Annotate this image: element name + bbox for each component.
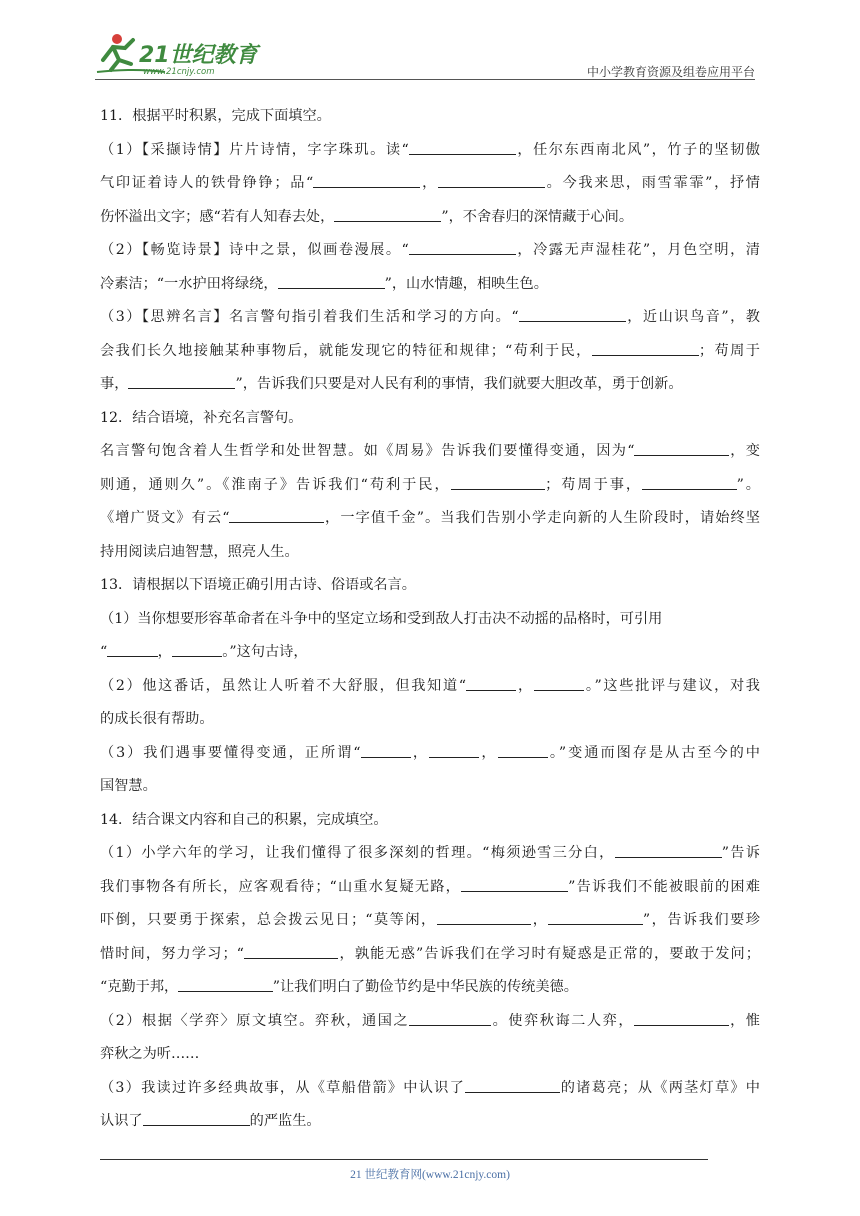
page-header	[95, 30, 755, 78]
answer-blank[interactable]	[642, 474, 737, 490]
answer-blank[interactable]	[178, 976, 273, 992]
answer-blank[interactable]	[313, 172, 420, 188]
text-line: 弈秋之为听……	[100, 1046, 200, 1062]
answer-blank[interactable]	[592, 340, 699, 356]
text-line: （3）【思辨名言】名言警句指引着我们生活和学习的方向。“ ，近山识鸟音”，教	[100, 301, 760, 335]
text-line: 名言警句饱含着人生哲学和处世智慧。如《周易》告诉我们要懂得变通，因为“ ，变	[100, 435, 760, 469]
text-line: 冷素洁；“一水护田将绿绕， ”，山水情趣，相映生色。	[100, 268, 760, 302]
site-logo	[95, 30, 265, 78]
answer-blank[interactable]	[244, 943, 339, 959]
text-line: 国智慧。	[100, 778, 157, 794]
answer-blank[interactable]	[519, 306, 626, 322]
text-line: “克勤于邦， ”让我们明白了勤俭节约是中华民族的传统美德。	[100, 971, 760, 1005]
answer-blank[interactable]	[465, 1077, 560, 1093]
header-divider	[95, 79, 755, 80]
text-line: （2）根据〈学弈〉原文填空。弈秋，通国之 。使弈秋诲二人弈， ，惟	[100, 1005, 760, 1039]
text-line: “ ， 。”这句古诗，	[100, 636, 760, 670]
answer-blank[interactable]	[437, 909, 532, 925]
text-line: 气印证着诗人的铁骨铮铮；品“ ， 。今我来思，雨雪霏霏”，抒情	[100, 167, 760, 201]
text-line: 认识了 的严监生。	[100, 1105, 760, 1139]
text-line: 13．请根据以下语境正确引用古诗、俗语或名言。	[100, 577, 416, 593]
answer-blank[interactable]	[128, 373, 235, 389]
text-line: 会我们长久地接触某种事物后，就能发现它的特征和规律；“苟利于民， ；苟周于	[100, 335, 760, 369]
answer-blank[interactable]	[278, 273, 385, 289]
answer-blank[interactable]	[461, 876, 568, 892]
text-line: 11．根据平时积累，完成下面填空。	[100, 108, 331, 124]
text-line: 的成长很有帮助。	[100, 711, 214, 727]
footer-divider	[100, 1159, 708, 1160]
answer-blank[interactable]	[438, 172, 545, 188]
answer-blank[interactable]	[172, 641, 222, 657]
text-line: 则通，通则久”。《淮南子》告诉我们“苟利于民， ；苟周于事， ”。	[100, 469, 760, 503]
text-line: （2）【畅览诗景】诗中之景，似画卷漫展。“ ，冷露无声湿桂花”，月色空明，清	[100, 234, 760, 268]
answer-blank[interactable]	[334, 206, 441, 222]
text-line: 伤怀溢出文字；感“若有人知春去处， ”，不舍春归的深情藏于心间。	[100, 201, 760, 235]
answer-blank[interactable]	[143, 1110, 250, 1126]
answer-blank[interactable]	[429, 742, 479, 758]
text-line: 我们事物各有所长，应客观看待；“山重水复疑无路， ”告诉我们不能被眼前的困难	[100, 871, 760, 905]
answer-blank[interactable]	[534, 675, 584, 691]
logo-url: www.21cnjy.com	[143, 67, 215, 77]
text-line: （2）他这番话，虽然让人听着不大舒服，但我知道“ ， 。”这些批评与建议，对我	[100, 670, 760, 704]
text-line: 《增广贤文》有云“ ，一字值千金”。当我们告别小学走向新的人生阶段时，请始终坚	[100, 502, 760, 536]
text-line: （1）当你想要形容革命者在斗争中的坚定立场和受到敌人打击决不动摇的品格时，可引用	[100, 610, 663, 627]
text-line: 12．结合语境，补充名言警句。	[100, 409, 303, 426]
answer-blank[interactable]	[548, 909, 643, 925]
answer-blank[interactable]	[498, 742, 548, 758]
text-line: （1）小学六年的学习，让我们懂得了很多深刻的哲理。“梅须逊雪三分白， ”告诉	[100, 837, 760, 871]
footer-source: 21 世纪教育网(www.21cnjy.com)	[350, 1169, 510, 1181]
text-line: （1）【采撷诗情】片片诗情，字字珠玑。读“ ，任尔东西南北风”，竹子的坚韧傲	[100, 134, 760, 168]
answer-blank[interactable]	[451, 474, 546, 490]
text-line: 持用阅读启迪智慧，照亮人生。	[100, 543, 299, 560]
text-line: 吓倒，只要勇于探索，总会拨云见日；“莫等闲， ， ”，告诉我们要珍	[100, 904, 760, 938]
text-line: （3）我读过许多经典故事，从《草船借箭》中认识了 的诸葛亮；从《两茎灯草》中	[100, 1072, 760, 1106]
answer-blank[interactable]	[409, 1010, 491, 1026]
answer-blank[interactable]	[107, 641, 157, 657]
answer-blank[interactable]	[634, 1010, 729, 1026]
answer-blank[interactable]	[466, 675, 516, 691]
logo-title: 21世纪教育	[139, 43, 258, 68]
text-line: 事， ”，告诉我们只要是对人民有利的事情，我们就要大胆改革，勇于创新。	[100, 368, 760, 402]
answer-blank[interactable]	[615, 842, 722, 858]
answer-blank[interactable]	[361, 742, 411, 758]
answer-blank[interactable]	[634, 440, 729, 456]
text-line: 惜时间，努力学习；“ ，孰能无惑”告诉我们在学习时有疑惑是正常的，要敢于发问；	[100, 938, 760, 972]
text-line: 14．结合课文内容和自己的积累，完成填空。	[100, 811, 388, 828]
answer-blank[interactable]	[409, 239, 516, 255]
platform-name: 中小学教育资源及组卷应用平台	[586, 65, 755, 79]
answer-blank[interactable]	[409, 139, 516, 155]
question-content	[100, 100, 760, 1139]
text-line: （3）我们遇事要懂得变通，正所谓“ ， ， 。”变通而图存是从古至今的中	[100, 737, 760, 771]
answer-blank[interactable]	[229, 507, 324, 523]
